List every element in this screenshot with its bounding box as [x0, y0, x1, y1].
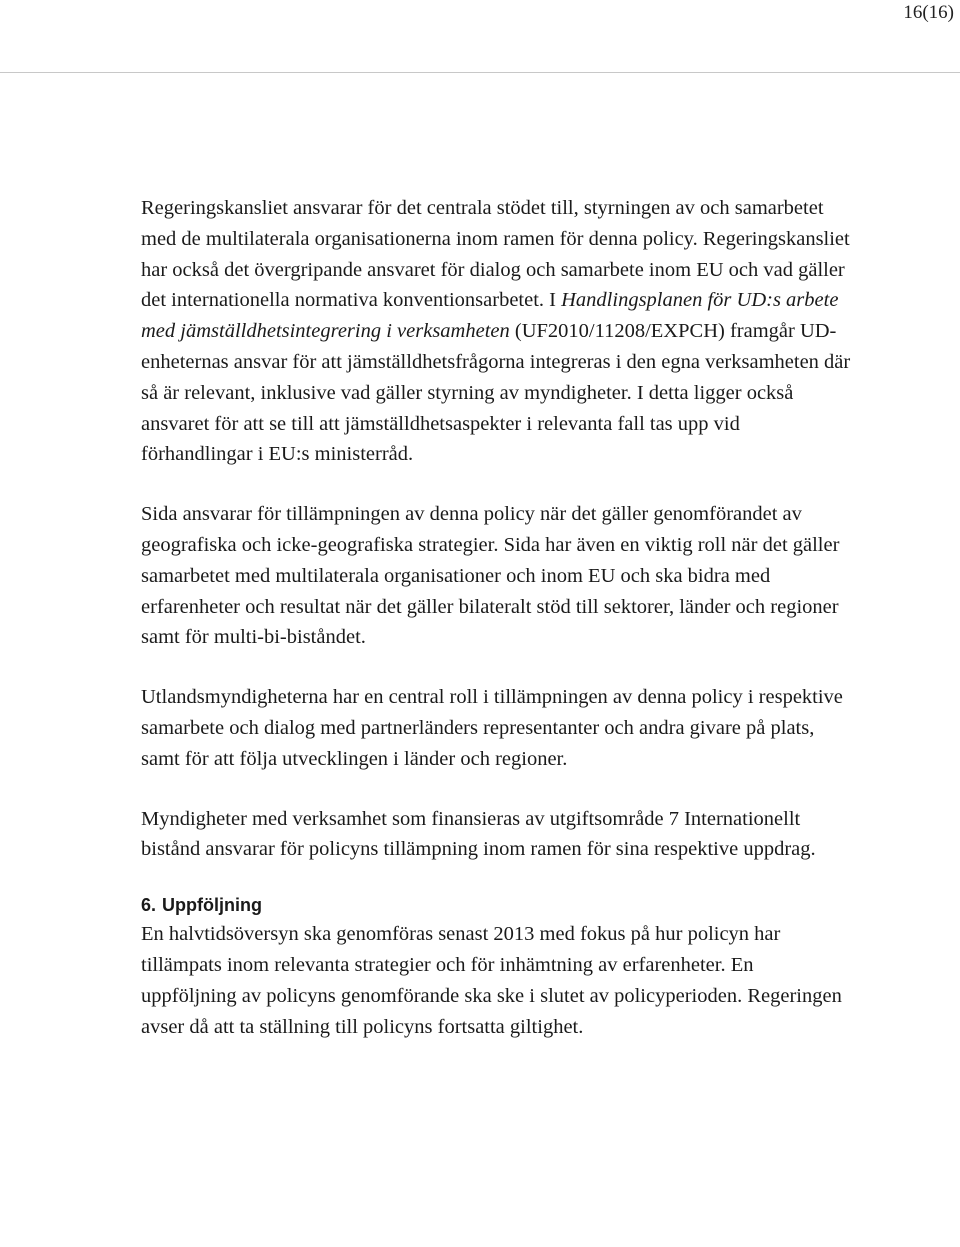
document-title-reference: Handlingsplanen för UD:s arbete med jämställdhetsintegrering i verksamheten — [141, 289, 839, 343]
paragraph-uppfoljning: En halvtidsöversyn ska genomföras senast 2013 med fokus på hur policyn har tillämpats inom relevanta strategier och för inhämtning av erfarenheter. En uppföljning av policyns genomförande ska ske i slutet av policyperioden. Regeringen avser då att ta ställning till policyns fortsatta giltighet. — [141, 923, 842, 1038]
paragraph-utlandsmyndigheterna: Utlandsmyndigheterna har en central roll i tillämpningen av denna policy i respektive samarbete och dialog med partnerländers representanter och andra givare på plats, samt för att följa utvecklingen i länder och regioner. — [141, 686, 843, 770]
page-number: 16(16) — [903, 2, 954, 23]
section-number: 6. — [141, 895, 157, 916]
paragraph-text: Regeringskansliet ansvarar för det centrala stödet till, styrningen av och samarbetet med de multilaterala organisationerna inom ramen för denna policy. Regeringskansliet har också det övergripande ansvaret för dialog och samarbete inom EU och vad gäller det internationella normativa konventionsarbetet. I — [141, 197, 850, 312]
header-divider — [0, 72, 960, 73]
paragraph-text: (UF2010/11208/EXPCH) framgår UD-enheternas ansvar för att jämställdhetsfrågorna integreras i den egna verksamheten där så är relevant, inklusive vad gäller styrning av myndigheter. I detta ligger också ansvaret för att se till att jämställdhetsaspekter i relevanta fall tas upp vid förhandlingar i EU:s ministerråd. — [141, 320, 851, 466]
document-body — [141, 193, 853, 1071]
section-title: Uppföljning — [162, 895, 262, 916]
paragraph-sida: Sida ansvarar för tillämpningen av denna policy när det gäller genomförandet av geografiska och icke-geografiska strategier. Sida har även en viktig roll när det gäller samarbetet med multilaterala organisationer och inom EU och ska bidra med erfarenheter och resultat när det gäller bilateralt stöd till sektorer, länder och regioner samt för multi-bi-biståndet. — [141, 503, 840, 649]
paragraph-myndigheter: Myndigheter med verksamhet som finansieras av utgiftsområde 7 Internationellt bistånd ansvarar för policyns tillämpning inom ramen för sina respektive uppdrag. — [141, 807, 816, 861]
paragraph-regeringskansliet — [141, 193, 853, 470]
section-heading — [141, 894, 853, 916]
